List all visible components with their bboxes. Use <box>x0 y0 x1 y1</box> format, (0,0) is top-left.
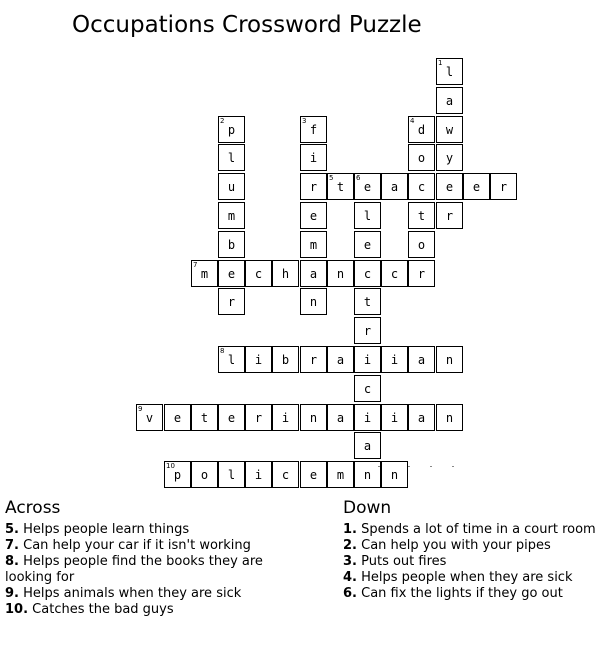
grid-cell[interactable] <box>245 260 272 287</box>
grid-cell[interactable] <box>408 260 435 287</box>
clue-text: Can help you with your pipes <box>361 538 551 553</box>
cell-letter: p <box>227 123 236 137</box>
grid-cell[interactable] <box>354 231 381 258</box>
cell-letter: w <box>445 123 454 137</box>
grid-cell[interactable] <box>354 375 381 402</box>
page-title: Occupations Crossword Puzzle <box>72 12 422 38</box>
cell-letter: e <box>472 180 481 194</box>
cell-letter: b <box>227 238 236 252</box>
grid-cell[interactable] <box>436 116 463 143</box>
grid-cell[interactable] <box>436 144 463 171</box>
grid-cell[interactable] <box>354 202 381 229</box>
cell-letter: h <box>281 267 290 281</box>
cell-letter: t <box>417 209 426 223</box>
cell-letter: i <box>390 353 399 367</box>
cell-letter: o <box>417 238 426 252</box>
clue-text: Catches the bad guys <box>32 602 174 617</box>
cell-letter: n <box>309 295 318 309</box>
clue-number-label: 4 <box>410 117 415 125</box>
clue-across-8 <box>5 554 290 586</box>
grid-cell[interactable] <box>218 202 245 229</box>
grid-cell[interactable] <box>300 461 327 488</box>
clue-number-label: 9 <box>138 405 143 413</box>
cell-letter: l <box>363 209 372 223</box>
clue-number: 7. <box>5 538 19 553</box>
across-heading: Across <box>5 498 61 518</box>
grid-cell[interactable] <box>191 404 218 431</box>
grid-cell[interactable] <box>218 461 245 488</box>
grid-cell[interactable] <box>218 173 245 200</box>
cell-letter: a <box>390 180 399 194</box>
cell-letter: r <box>499 180 508 194</box>
cell-letter: l <box>227 468 236 482</box>
grid-cell[interactable] <box>191 461 218 488</box>
clue-number-label: 6 <box>356 174 361 182</box>
grid-cell[interactable] <box>300 173 327 200</box>
grid-cell[interactable] <box>164 404 191 431</box>
clue-number: 1. <box>343 522 357 537</box>
cell-letter: u <box>227 180 236 194</box>
cell-letter: n <box>445 411 454 425</box>
cell-letter: f <box>309 123 318 137</box>
grid-cell[interactable] <box>354 346 381 373</box>
grid-cell[interactable] <box>354 317 381 344</box>
clue-down-4 <box>343 570 600 586</box>
cell-letter: m <box>336 468 345 482</box>
cell-letter: c <box>363 382 372 396</box>
grid-cell[interactable] <box>436 404 463 431</box>
cell-letter: a <box>309 267 318 281</box>
grid-cell[interactable] <box>436 346 463 373</box>
grid-cell[interactable] <box>218 144 245 171</box>
cell-letter: r <box>309 180 318 194</box>
cell-letter: c <box>363 267 372 281</box>
grid-cell[interactable] <box>436 87 463 114</box>
cell-letter: n <box>390 468 399 482</box>
grid-cell[interactable] <box>218 116 245 143</box>
cell-letter: m <box>309 238 318 252</box>
grid-cell[interactable] <box>300 116 327 143</box>
clue-text: Spends a lot of time in a court room <box>361 522 596 537</box>
cell-letter: i <box>254 468 263 482</box>
grid-cell[interactable] <box>300 144 327 171</box>
cell-letter: r <box>445 209 454 223</box>
grid-cell[interactable] <box>245 461 272 488</box>
cell-letter: e <box>227 267 236 281</box>
grid-cell[interactable] <box>490 173 517 200</box>
clue-across-7 <box>5 538 290 554</box>
cell-letter: i <box>363 411 372 425</box>
clue-number-label: 10 <box>166 462 175 470</box>
grid-cell[interactable] <box>354 404 381 431</box>
clue-text: Helps people find the books they are looking for <box>5 554 263 585</box>
cell-letter: r <box>309 353 318 367</box>
grid-cell[interactable] <box>354 432 381 459</box>
grid-cell[interactable] <box>381 346 408 373</box>
grid-cell[interactable] <box>463 173 490 200</box>
grid-cell[interactable] <box>245 404 272 431</box>
grid-cell[interactable] <box>408 144 435 171</box>
cell-letter: a <box>417 353 426 367</box>
grid-cell[interactable] <box>381 404 408 431</box>
grid-cell[interactable] <box>300 202 327 229</box>
grid-cell[interactable] <box>327 346 354 373</box>
grid-cell[interactable] <box>408 116 435 143</box>
cell-letter: o <box>417 151 426 165</box>
grid-cell[interactable] <box>327 404 354 431</box>
grid-cell[interactable] <box>218 346 245 373</box>
clue-across-10 <box>5 602 290 618</box>
cell-letter: i <box>254 353 263 367</box>
divider <box>452 466 454 467</box>
grid-cell[interactable] <box>436 173 463 200</box>
clue-number-label: 3 <box>302 117 307 125</box>
cell-letter: e <box>309 209 318 223</box>
grid-cell[interactable] <box>300 231 327 258</box>
across-clues <box>5 498 290 618</box>
grid-cell[interactable] <box>218 288 245 315</box>
divider <box>378 466 380 467</box>
clue-number: 4. <box>343 570 357 585</box>
grid-cell[interactable] <box>191 260 218 287</box>
clue-number: 10. <box>5 602 29 617</box>
cell-letter: r <box>417 267 426 281</box>
grid-cell[interactable] <box>408 173 435 200</box>
cell-letter: e <box>363 180 372 194</box>
grid-cell[interactable] <box>354 461 381 488</box>
cell-letter: a <box>445 94 454 108</box>
clue-text: Puts out fires <box>361 554 447 569</box>
grid-cell[interactable] <box>381 173 408 200</box>
clue-text: Helps people learn things <box>23 522 190 537</box>
grid-cell[interactable] <box>327 173 354 200</box>
grid-cell[interactable] <box>354 288 381 315</box>
grid-cell[interactable] <box>218 260 245 287</box>
grid-cell[interactable] <box>245 346 272 373</box>
grid-cell[interactable] <box>436 58 463 85</box>
clue-across-9 <box>5 586 290 602</box>
clue-text: Can help your car if it isn't working <box>23 538 251 553</box>
cell-letter: a <box>363 439 372 453</box>
grid-cell[interactable] <box>164 461 191 488</box>
grid-cell[interactable] <box>272 461 299 488</box>
cell-letter: t <box>200 411 209 425</box>
grid-cell[interactable] <box>300 260 327 287</box>
divider <box>430 466 432 467</box>
cell-letter: l <box>445 65 454 79</box>
cell-letter: i <box>281 411 290 425</box>
grid-cell[interactable] <box>354 260 381 287</box>
cell-letter: i <box>309 151 318 165</box>
cell-letter: l <box>227 353 236 367</box>
grid-cell[interactable] <box>436 202 463 229</box>
grid-cell[interactable] <box>408 231 435 258</box>
grid-cell[interactable] <box>218 404 245 431</box>
cell-letter: e <box>445 180 454 194</box>
cell-letter: t <box>363 295 372 309</box>
grid-cell[interactable] <box>218 231 245 258</box>
grid-cell[interactable] <box>327 461 354 488</box>
cell-letter: c <box>254 267 263 281</box>
cell-letter: t <box>336 180 345 194</box>
grid-cell[interactable] <box>300 346 327 373</box>
clue-down-1 <box>343 522 600 538</box>
cell-letter: c <box>417 180 426 194</box>
clue-number-label: 1 <box>438 59 443 67</box>
cell-letter: i <box>390 411 399 425</box>
clue-number-label: 2 <box>220 117 225 125</box>
grid-cell[interactable] <box>272 260 299 287</box>
cell-letter: v <box>145 411 154 425</box>
clue-down-6 <box>343 586 600 602</box>
clue-text: Helps people when they are sick <box>361 570 573 585</box>
grid-cell[interactable] <box>300 288 327 315</box>
cell-letter: m <box>200 267 209 281</box>
divider <box>408 466 410 467</box>
clue-number: 5. <box>5 522 19 537</box>
down-heading: Down <box>343 498 392 518</box>
clue-number-label: 8 <box>220 347 225 355</box>
clue-number: 6. <box>343 586 357 601</box>
cell-letter: e <box>227 411 236 425</box>
cell-letter: m <box>227 209 236 223</box>
cell-letter: n <box>445 353 454 367</box>
cell-letter: o <box>200 468 209 482</box>
cell-letter: l <box>227 151 236 165</box>
cell-letter: c <box>281 468 290 482</box>
cell-letter: a <box>336 353 345 367</box>
grid-cell[interactable] <box>327 260 354 287</box>
cell-letter: e <box>173 411 182 425</box>
cell-letter: y <box>445 151 454 165</box>
cell-letter: p <box>173 468 182 482</box>
cell-letter: n <box>336 267 345 281</box>
cell-letter: e <box>363 238 372 252</box>
down-clues <box>343 498 600 602</box>
cell-letter: d <box>417 123 426 137</box>
clue-down-2 <box>343 538 600 554</box>
cell-letter: i <box>363 353 372 367</box>
clue-number: 2. <box>343 538 357 553</box>
cell-letter: r <box>227 295 236 309</box>
cell-letter: n <box>309 411 318 425</box>
grid-cell[interactable] <box>354 173 381 200</box>
grid-cell[interactable] <box>408 346 435 373</box>
clue-number: 8. <box>5 554 19 569</box>
cell-letter: c <box>390 267 399 281</box>
grid-cell[interactable] <box>408 404 435 431</box>
clue-down-3 <box>343 554 600 570</box>
clue-number-label: 7 <box>193 261 198 269</box>
grid-cell[interactable] <box>381 260 408 287</box>
cell-letter: b <box>281 353 290 367</box>
clue-text: Helps animals when they are sick <box>23 586 242 601</box>
clue-number-label: 5 <box>329 174 334 182</box>
grid-cell[interactable] <box>381 461 408 488</box>
clue-number: 9. <box>5 586 19 601</box>
cell-letter: e <box>309 468 318 482</box>
grid-cell[interactable] <box>272 404 299 431</box>
clue-text: Can fix the lights if they go out <box>361 586 563 601</box>
cell-letter: r <box>254 411 263 425</box>
cell-letter: n <box>363 468 372 482</box>
clue-number: 3. <box>343 554 357 569</box>
clue-across-5 <box>5 522 290 538</box>
grid-cell[interactable] <box>272 346 299 373</box>
grid-cell[interactable] <box>136 404 163 431</box>
grid-cell[interactable] <box>408 202 435 229</box>
grid-cell[interactable] <box>300 404 327 431</box>
cell-letter: a <box>417 411 426 425</box>
cell-letter: r <box>363 324 372 338</box>
cell-letter: a <box>336 411 345 425</box>
